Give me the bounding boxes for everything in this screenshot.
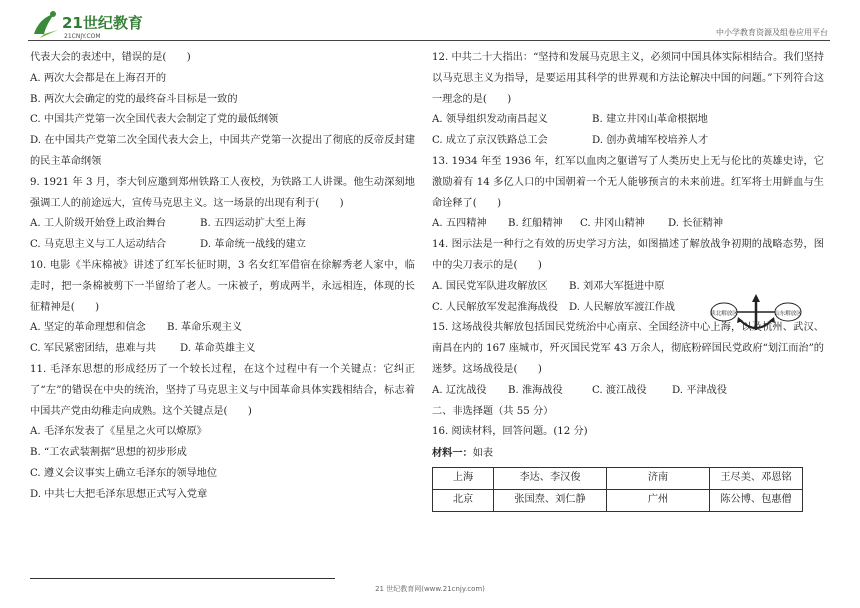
q13-option-c: C. 井冈山精神 (580, 218, 645, 230)
section-2-heading: 二、非选择题（共 55 分） (432, 405, 554, 417)
q8-stem-tail: 代表大会的表述中，错误的是( ) (30, 52, 191, 63)
material-1-label: 材料一： (432, 447, 473, 460)
q9-option-a: A. 工人阶级开始登上政治舞台 (30, 218, 167, 230)
left-column (30, 48, 415, 506)
q8-option-c: C. 中国共产党第一次全国代表大会制定了党的最低纲领 (30, 114, 279, 126)
q8-option-b: B. 两次大会确定的党的最终奋斗目标是一致的 (30, 93, 238, 105)
q12-stem: 12. 中共二十大指出：“坚持和发展马克思主义，必须同中国具体实际相结合。我们坚持以马克思主义为指导，是要运用其科学的世界观和方法论解决中国的问题。”下列符合这一理念的是( ) (432, 52, 824, 105)
q10-option-c: C. 军民紧密团结，患难与共 (30, 343, 156, 355)
q15-option-c: C. 渡江战役 (592, 384, 647, 396)
q15-option-a: A. 辽沈战役 (432, 384, 487, 396)
q14-option-d: D. 人民解放军渡江作战 (569, 301, 675, 313)
logo-subtext: 21CNJY.COM (64, 33, 101, 40)
q11-option-d: D. 中共七大把毛泽东思想正式写入党章 (30, 488, 208, 500)
q14-option-b: B. 刘邓大军挺进中原 (569, 280, 665, 292)
q11-option-b: B. “工农武装割据”思想的初步形成 (30, 447, 187, 459)
header-rule (28, 40, 830, 41)
q12-option-a: A. 领导组织发动南昌起义 (432, 114, 548, 126)
q15-option-d: D. 平津战役 (672, 384, 728, 396)
q15-stem: 15. 这场战役共解放包括国民党统治中心南京、全国经济中心上海，以及杭州、武汉、南昌在内的 167 座城市，歼灭国民党军 43 万余人，彻底粉碎国民党政府“划江而治”的迷梦。这场战役是( ) (432, 322, 824, 375)
material-1 (432, 443, 824, 465)
q13-options (432, 214, 824, 235)
q11-option-a: A. 毛泽东发表了《星星之火可以燎原》 (30, 426, 207, 438)
table-row (433, 467, 803, 489)
material-1-text: 如表 (472, 448, 494, 460)
q14-option-c: C. 人民解放军发起淮海战役 (432, 301, 558, 313)
site-logo (28, 8, 148, 42)
q9-options-row1 (30, 214, 415, 235)
q12-options-row1 (432, 110, 824, 131)
q10-options-row1 (30, 318, 415, 339)
q12-option-c: C. 成立了京汉铁路总工会 (432, 135, 548, 147)
q9-option-d: D. 革命统一战线的建立 (200, 239, 306, 251)
q9-stem: 9. 1921 年 3 月，李大钊应邀到郑州铁路工人夜校，为铁路工人讲课。他生动深刻地强调工人的前途远大，宣传马克思主义。这一场景的出现有利于( ) (30, 176, 415, 209)
q10-option-a: A. 坚定的革命理想和信念 (30, 322, 146, 334)
q13-stem: 13. 1934 年至 1936 年，红军以血肉之躯谱写了人类历史上无与伦比的英雄史诗，它激励着有 14 多亿人口的中国朝着一个无人能够预言的未来前进。红军将士用鲜血与生命诠释了( ) (432, 155, 824, 209)
q13-option-b: B. 红船精神 (508, 218, 563, 230)
q15-options (432, 381, 824, 402)
q11-stem: 11. 毛泽东思想的形成经历了一个较长过程，在这个过程中有一个关键点：它纠正了“左”的错误在中央的统治，坚持了马克思主义与中国革命具体实践相结合，标志着中国共产党由幼稚走向成熟。这个关键点是( ) (30, 363, 415, 417)
strategy-diagram (710, 290, 802, 338)
q10-option-d: D. 革命英雄主义 (180, 343, 256, 355)
table-cell: 李达、李汉俊 (494, 467, 607, 489)
table-cell: 陈公博、包惠僧 (710, 489, 803, 511)
q14-option-a: A. 国民党军队进攻解放区 (432, 280, 548, 292)
q13-option-d: D. 长征精神 (668, 218, 724, 230)
q15-option-b: B. 淮海战役 (508, 384, 563, 396)
q9-option-c: C. 马克思主义与工人运动结合 (30, 239, 167, 251)
q8-option-a: A. 两次大会都是在上海召开的 (30, 72, 167, 84)
q10-options-row2 (30, 339, 415, 360)
table-cell: 张国焘、刘仁静 (494, 489, 607, 511)
q12-option-d: D. 创办黄埔军校培养人才 (592, 135, 709, 147)
header-platform-text: 中小学教育资源及组卷应用平台 (716, 28, 828, 37)
footer-text: 21 世纪教育网(www.21cnjy.com) (375, 585, 485, 593)
right-column (432, 48, 824, 512)
diagram-label-right: 山东解放区 (774, 311, 802, 317)
table-row (433, 489, 803, 511)
table-cell: 王尽美、邓恩铭 (710, 467, 803, 489)
q10-option-b: B. 革命乐观主义 (167, 322, 243, 334)
logo-text: 21世纪教育 (62, 14, 143, 32)
table-cell: 济南 (607, 467, 710, 489)
material-table (432, 467, 803, 512)
q12-options-row2 (432, 131, 824, 152)
q12-option-b: B. 建立井冈山革命根据地 (592, 114, 708, 126)
q13-option-a: A. 五四精神 (432, 218, 487, 230)
q11-option-c: C. 遵义会议事实上确立毛泽东的领导地位 (30, 467, 218, 479)
table-cell: 上海 (433, 467, 494, 489)
q9-options-row2 (30, 235, 415, 256)
q9-option-b: B. 五四运动扩大至上海 (200, 218, 306, 230)
footer-rule (30, 578, 335, 579)
table-cell: 广州 (607, 489, 710, 511)
q8-option-d: D. 在中国共产党第二次全国代表大会上，中国共产党第一次提出了彻底的反帝反封建的民主革命纲领 (30, 135, 415, 167)
q14-stem: 14. 图示法是一种行之有效的历史学习方法，如图描述了解放战争初期的战略态势，图中的尖刀表示的是( ) (432, 239, 824, 271)
q10-stem: 10. 电影《半床棉被》讲述了红军长征时期，3 名女红军借宿在徐解秀老人家中，临走时，把一条棉被剪下一半留给了老人。一床被子，剪成两半，永远相连，体现的长征精神是( ) (30, 259, 415, 313)
q16-stem: 16. 阅读材料，回答问题。(12 分) (432, 426, 588, 438)
diagram-label-left: 陕北解放区 (710, 311, 738, 317)
table-cell: 北京 (433, 489, 494, 511)
